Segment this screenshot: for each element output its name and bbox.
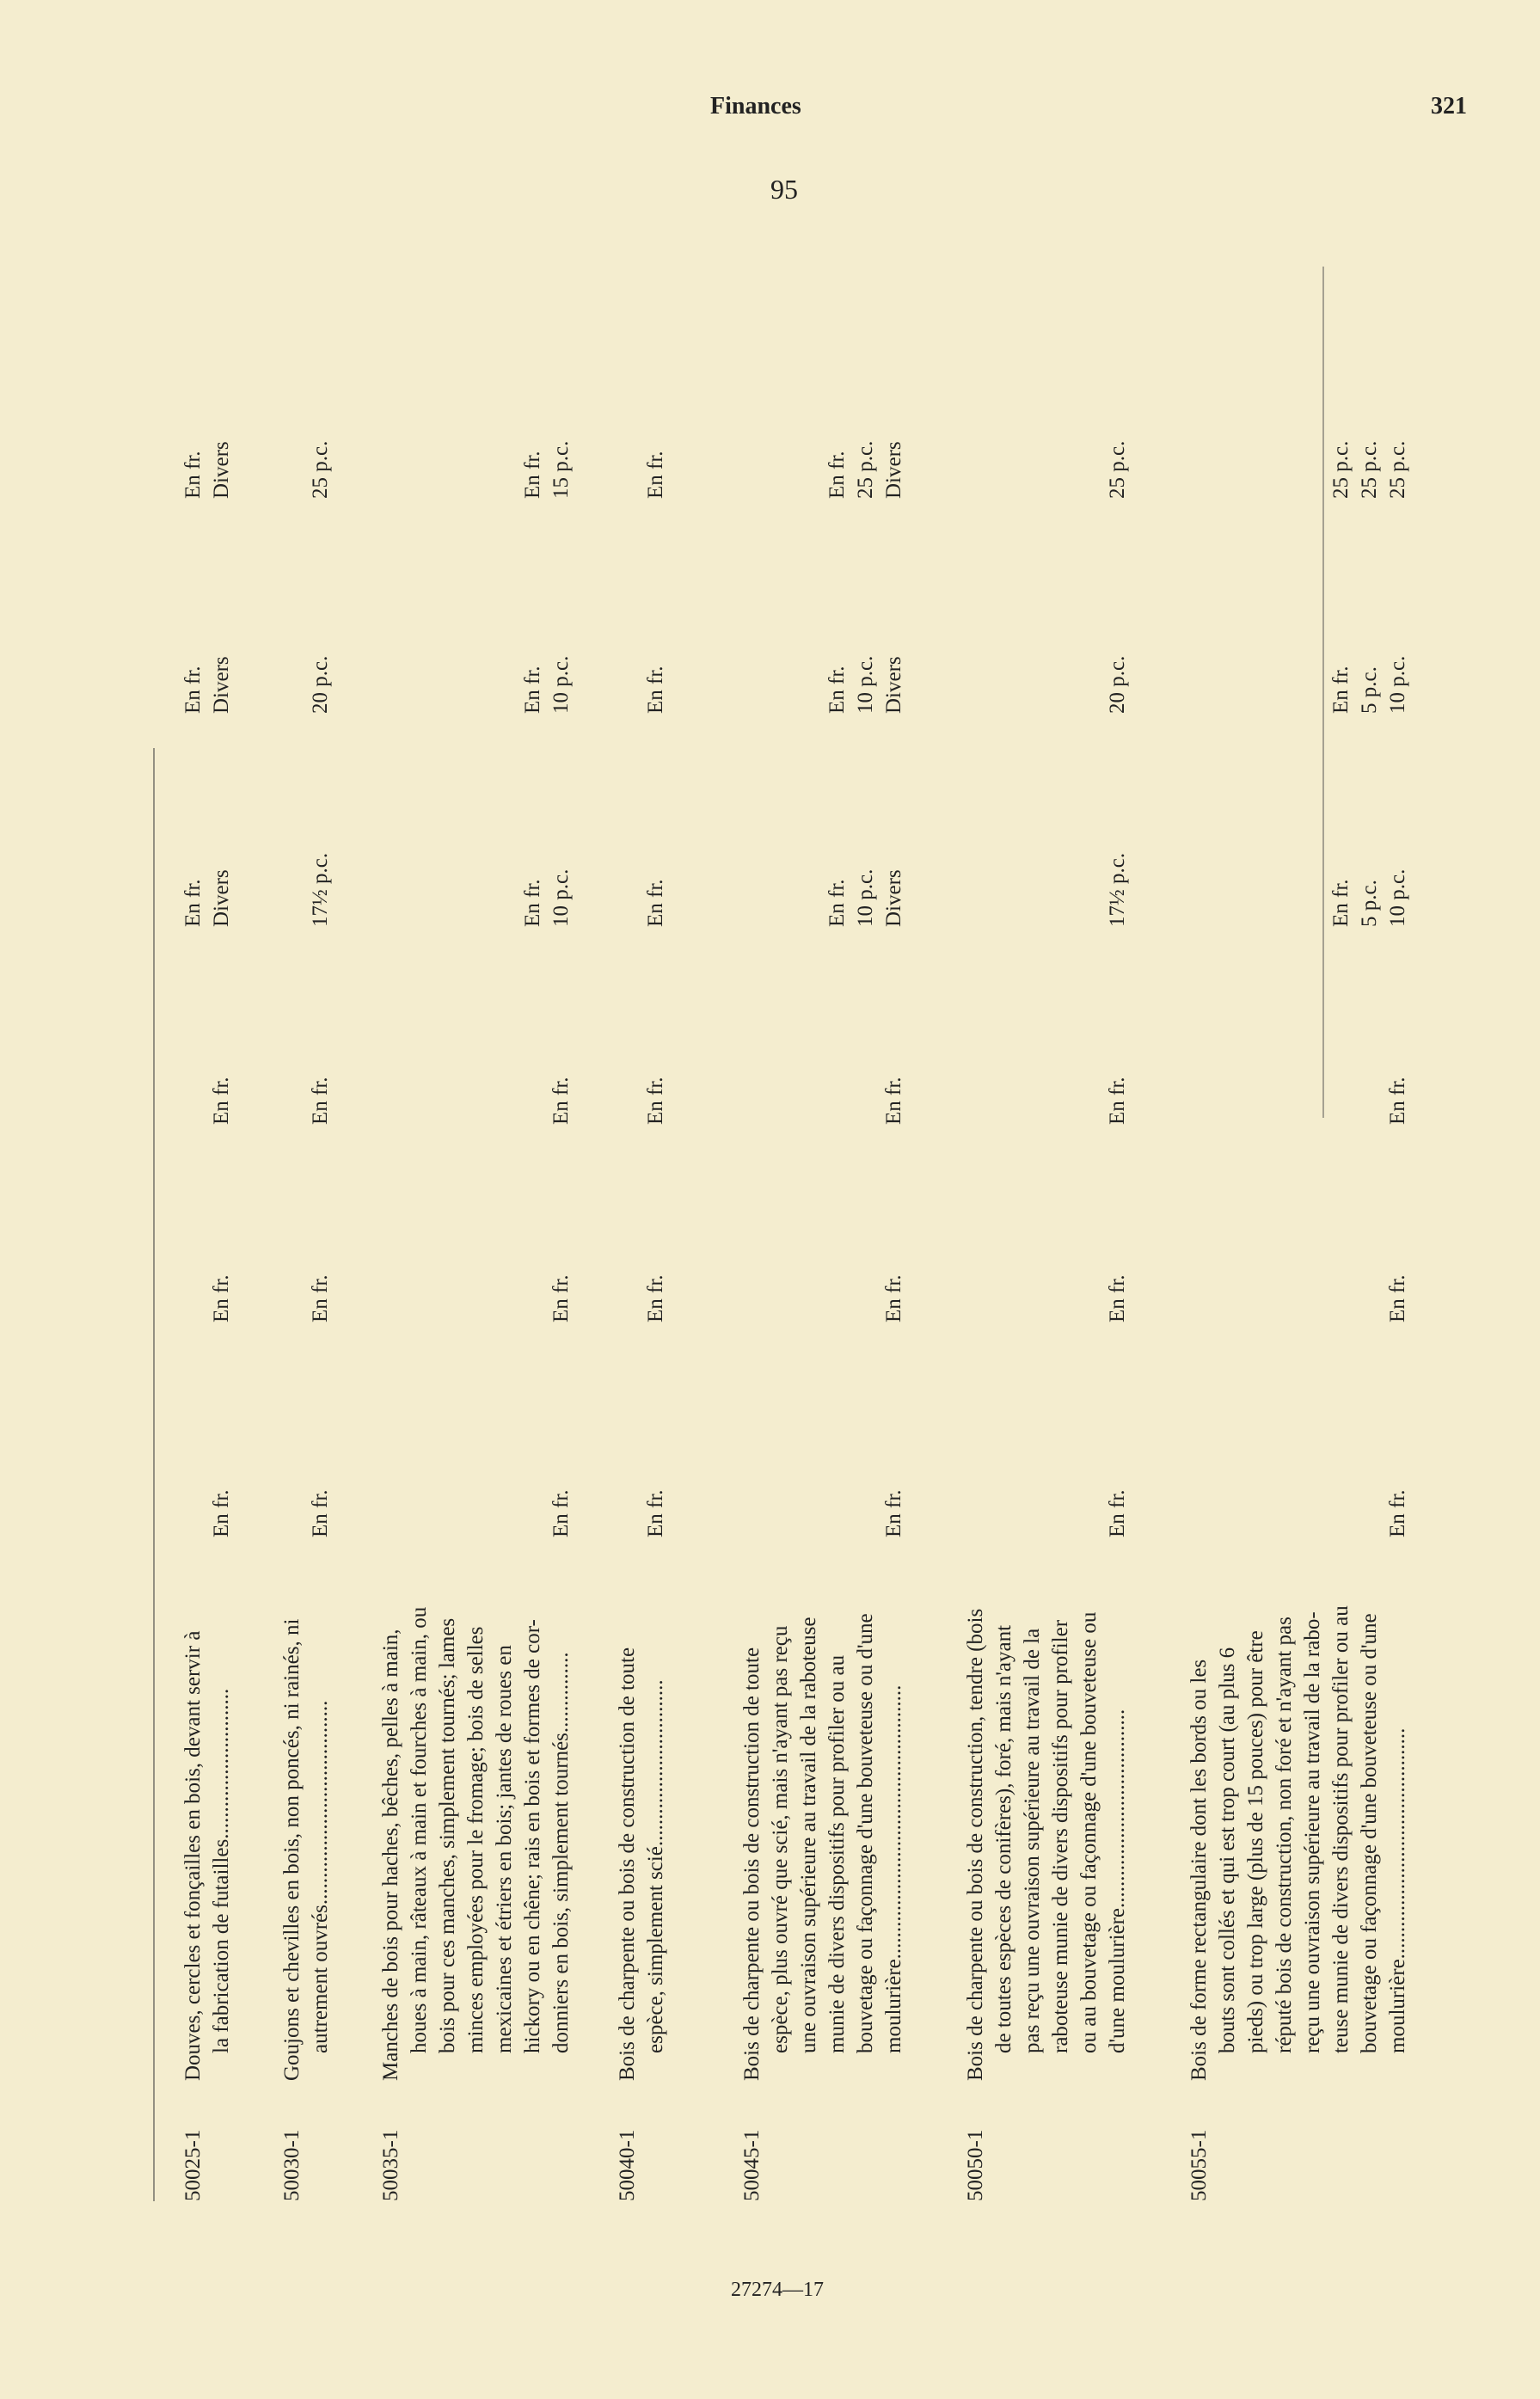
tariff-code: 50025-1 (181, 2129, 205, 2201)
tariff-code: 50050-1 (964, 2129, 987, 2201)
description-line: la fabrication de futailles............................ (210, 1688, 233, 2053)
rate-value: En fr. (521, 451, 544, 499)
rate-value: En fr. (549, 1077, 573, 1125)
rate-cell-col-1 (207, 1489, 236, 1537)
rate-value: En fr. (521, 879, 544, 927)
rate-value: 17½ p.c. (309, 852, 332, 927)
rate-value: 15 p.c. (549, 440, 573, 499)
rate-cell-col-2 (1103, 1274, 1132, 1322)
rate-value: En fr. (882, 1077, 905, 1125)
rate-cell-col-3 (1103, 1077, 1132, 1125)
rate-cell-col-6 (823, 441, 908, 499)
rate-value: En fr. (1329, 666, 1353, 714)
rate-value: En fr. (825, 451, 849, 499)
rate-value: En fr. (644, 1274, 667, 1322)
rate-value: En fr. (644, 666, 667, 714)
rate-cell-col-3 (306, 1077, 334, 1125)
rate-value: Divers (210, 869, 233, 927)
rate-cell-col-1 (547, 1489, 575, 1537)
rate-cell-col-2 (1384, 1274, 1412, 1322)
rate-value: En fr. (882, 1489, 905, 1537)
rate-cell-col-5 (1103, 656, 1132, 714)
rate-cell-col-4 (1327, 869, 1412, 927)
rate-value: Divers (882, 441, 905, 499)
rate-cell-col-3 (880, 1077, 908, 1125)
rate-value: En fr. (549, 1489, 573, 1537)
rate-cell-col-4 (823, 869, 908, 927)
description-line: espèce, simplement scié............................... (644, 1679, 667, 2053)
rate-cell-col-5 (1327, 656, 1412, 714)
rate-cell-col-5 (641, 666, 670, 714)
rate-cell-col-1 (880, 1489, 908, 1537)
description-line: Goujons et chevilles en bois, non poncés, ni rainés, ni (280, 1618, 304, 2081)
rate-value: 25 p.c. (1329, 440, 1353, 499)
rate-cell-col-2 (641, 1274, 670, 1322)
description-line: bouts sont collés et qui est trop court (au plus 6 (1216, 1647, 1239, 2053)
rate-cell-col-6 (1103, 441, 1132, 499)
rate-cell-col-1 (306, 1489, 334, 1537)
rate-value: 20 p.c. (1106, 655, 1129, 714)
description-line: moulurière........................................... (1386, 1727, 1409, 2053)
table-bottom-rule (1322, 267, 1324, 1118)
rate-cell-col-4 (641, 879, 670, 927)
description-line: d'une moulurière..................................... (1106, 1709, 1129, 2053)
description-line: Bois de charpente ou bois de construction de toute (740, 1647, 764, 2081)
rate-cell-col-2 (306, 1274, 334, 1322)
description-line: pas reçu une ouvraison supérieure au travail de la (1021, 1628, 1044, 2053)
tariff-code: 50035-1 (379, 2129, 402, 2201)
rate-cell-col-3 (641, 1077, 670, 1125)
rate-value: En fr. (1386, 1274, 1409, 1322)
rate-value: En fr. (549, 1274, 573, 1322)
description-line: bouvetage ou façonnage d'une bouveteuse ou d'une (1358, 1613, 1381, 2053)
description-line: Bois de forme rectangulaire dont les bords ou les (1187, 1659, 1211, 2081)
rate-value: 10 p.c. (1386, 868, 1409, 927)
rate-value: 25 p.c. (1386, 440, 1409, 499)
page-header-title: Finances (710, 93, 801, 120)
rate-value: En fr. (825, 666, 849, 714)
rate-value: En fr. (1329, 879, 1353, 927)
rate-value: En fr. (181, 666, 205, 714)
rate-cell-col-1 (641, 1489, 670, 1537)
rate-value: En fr. (1106, 1077, 1129, 1125)
description-line: Bois de charpente ou bois de construction, tendre (bois (964, 1608, 987, 2081)
description-line: bois pour ces manches, simplement tournés; lames (436, 1617, 459, 2053)
rate-cell-col-4 (1103, 853, 1132, 927)
rate-value: Divers (210, 656, 233, 714)
rate-value: 10 p.c. (854, 868, 877, 927)
rate-cell-col-6 (306, 441, 334, 499)
rate-value: 10 p.c. (854, 655, 877, 714)
rate-value: 10 p.c. (1386, 655, 1409, 714)
description-line: Douves, cercles et fonçailles en bois, devant servir à (181, 1630, 205, 2081)
description-line: autrement ouvrés...................................... (309, 1700, 332, 2053)
rate-cell-col-2 (207, 1274, 236, 1322)
description-line: Manches de bois pour haches, bêches, pelles à main, (379, 1629, 402, 2081)
rate-value: En fr. (521, 666, 544, 714)
rate-value: Divers (882, 656, 905, 714)
rate-cell-col-3 (1384, 1077, 1412, 1125)
rate-cell-col-5 (306, 656, 334, 714)
rate-value: En fr. (181, 879, 205, 927)
rate-value: 17½ p.c. (1106, 852, 1129, 927)
tariff-description (961, 1574, 1132, 2081)
description-line: reçu une ouvraison supérieure au travail de la rabo- (1301, 1611, 1324, 2053)
rate-cell-col-6 (641, 451, 670, 499)
description-line: donniers en bois, simplement tournés............... (549, 1652, 573, 2053)
rate-value: Divers (210, 441, 233, 499)
rate-cell-col-4 (179, 869, 236, 927)
rate-value: En fr. (644, 1077, 667, 1125)
rate-cell-col-3 (547, 1077, 575, 1125)
description-line: moulurière................................................... (882, 1684, 905, 2053)
tariff-description (278, 1574, 334, 2081)
rate-value: En fr. (309, 1489, 332, 1537)
rate-cell-col-6 (518, 441, 575, 499)
rate-cell-col-6 (1327, 441, 1412, 499)
rate-cell-col-1 (1384, 1489, 1412, 1537)
rate-value: En fr. (210, 1489, 233, 1537)
rate-value: En fr. (882, 1274, 905, 1322)
tariff-description (179, 1574, 236, 2081)
rate-value: 20 p.c. (309, 655, 332, 714)
description-line: bouvetage ou façonnage d'une bouveteuse ou d'une (854, 1613, 877, 2053)
description-line: pieds) ou trop large (plus de 15 pouces) pour être (1244, 1630, 1267, 2053)
table-top-rule (153, 748, 155, 2201)
description-line: réputé bois de construction, non foré et n'ayant pas (1273, 1617, 1296, 2053)
rate-value: 10 p.c. (549, 868, 573, 927)
tariff-code: 50040-1 (616, 2129, 639, 2201)
rate-value: En fr. (309, 1274, 332, 1322)
description-line: raboteuse munie de divers dispositifs pour profiler (1049, 1619, 1072, 2053)
rate-value: En fr. (181, 451, 205, 499)
rate-value: En fr. (1386, 1489, 1409, 1537)
description-line: ou au bouvetage ou façonnage d'une bouveteuse ou (1077, 1611, 1101, 2053)
description-line: Bois de charpente ou bois de construction de toute (616, 1647, 639, 2081)
rate-value: En fr. (644, 879, 667, 927)
description-line: de toutes espèces de conifères), foré, mais n'ayant (992, 1624, 1015, 2053)
rate-value: 10 p.c. (549, 655, 573, 714)
tariff-table (153, 258, 1408, 2201)
rate-value: En fr. (309, 1077, 332, 1125)
page-number: 321 (1431, 93, 1467, 120)
rate-cell-col-5 (179, 656, 236, 714)
rate-value: En fr. (210, 1077, 233, 1125)
description-line: mexicaines et étriers en bois; jantes de roues en (493, 1645, 516, 2053)
rate-value: En fr. (210, 1274, 233, 1322)
description-line: hickory ou en chêne; rais en bois et formes de cor- (521, 1619, 544, 2053)
tariff-description (1185, 1574, 1412, 2081)
rate-value: En fr. (1106, 1274, 1129, 1322)
rate-value: Divers (882, 869, 905, 927)
rate-value: En fr. (644, 451, 667, 499)
rate-value: 25 p.c. (1358, 440, 1381, 499)
rate-value: En fr. (825, 879, 849, 927)
rate-cell-col-1 (1103, 1489, 1132, 1537)
description-line: minces employées pour le fromage; bois de selles (464, 1626, 488, 2053)
rate-value: En fr. (644, 1489, 667, 1537)
description-line: teuse munie de divers dispositifs pour profiler ou au (1329, 1605, 1353, 2053)
tariff-code: 50055-1 (1187, 2129, 1211, 2201)
rate-value: 5 p.c. (1358, 880, 1381, 927)
rate-cell-col-5 (518, 656, 575, 714)
rate-cell-col-4 (518, 869, 575, 927)
rate-cell-col-3 (207, 1077, 236, 1125)
rate-cell-col-6 (179, 441, 236, 499)
schedule-number: 95 (770, 174, 798, 205)
tariff-code: 50030-1 (280, 2129, 304, 2201)
tariff-code: 50045-1 (740, 2129, 764, 2201)
rate-value: 25 p.c. (1106, 440, 1129, 499)
rate-cell-col-2 (880, 1274, 908, 1322)
rate-value: En fr. (1386, 1077, 1409, 1125)
tariff-description (613, 1574, 670, 2081)
rate-cell-col-2 (547, 1274, 575, 1322)
rate-value: 25 p.c. (854, 440, 877, 499)
tariff-description (377, 1574, 575, 2081)
description-line: une ouvraison supérieure au travail de la raboteuse (797, 1617, 820, 2053)
rate-cell-col-4 (306, 853, 334, 927)
description-line: espèce, plus ouvré que scié, mais n'ayant pas reçu (769, 1625, 792, 2053)
rate-cell-col-5 (823, 656, 908, 714)
rate-value: En fr. (1106, 1489, 1129, 1537)
tariff-description (738, 1574, 908, 2081)
rate-value: 25 p.c. (309, 440, 332, 499)
description-line: munie de divers dispositifs pour profiler ou au (825, 1654, 849, 2053)
rate-value: 5 p.c. (1358, 666, 1381, 714)
page-footer: 27274—17 (731, 2279, 824, 2301)
description-line: houes à main, râteaux à main et fourches à main, ou (408, 1606, 431, 2053)
